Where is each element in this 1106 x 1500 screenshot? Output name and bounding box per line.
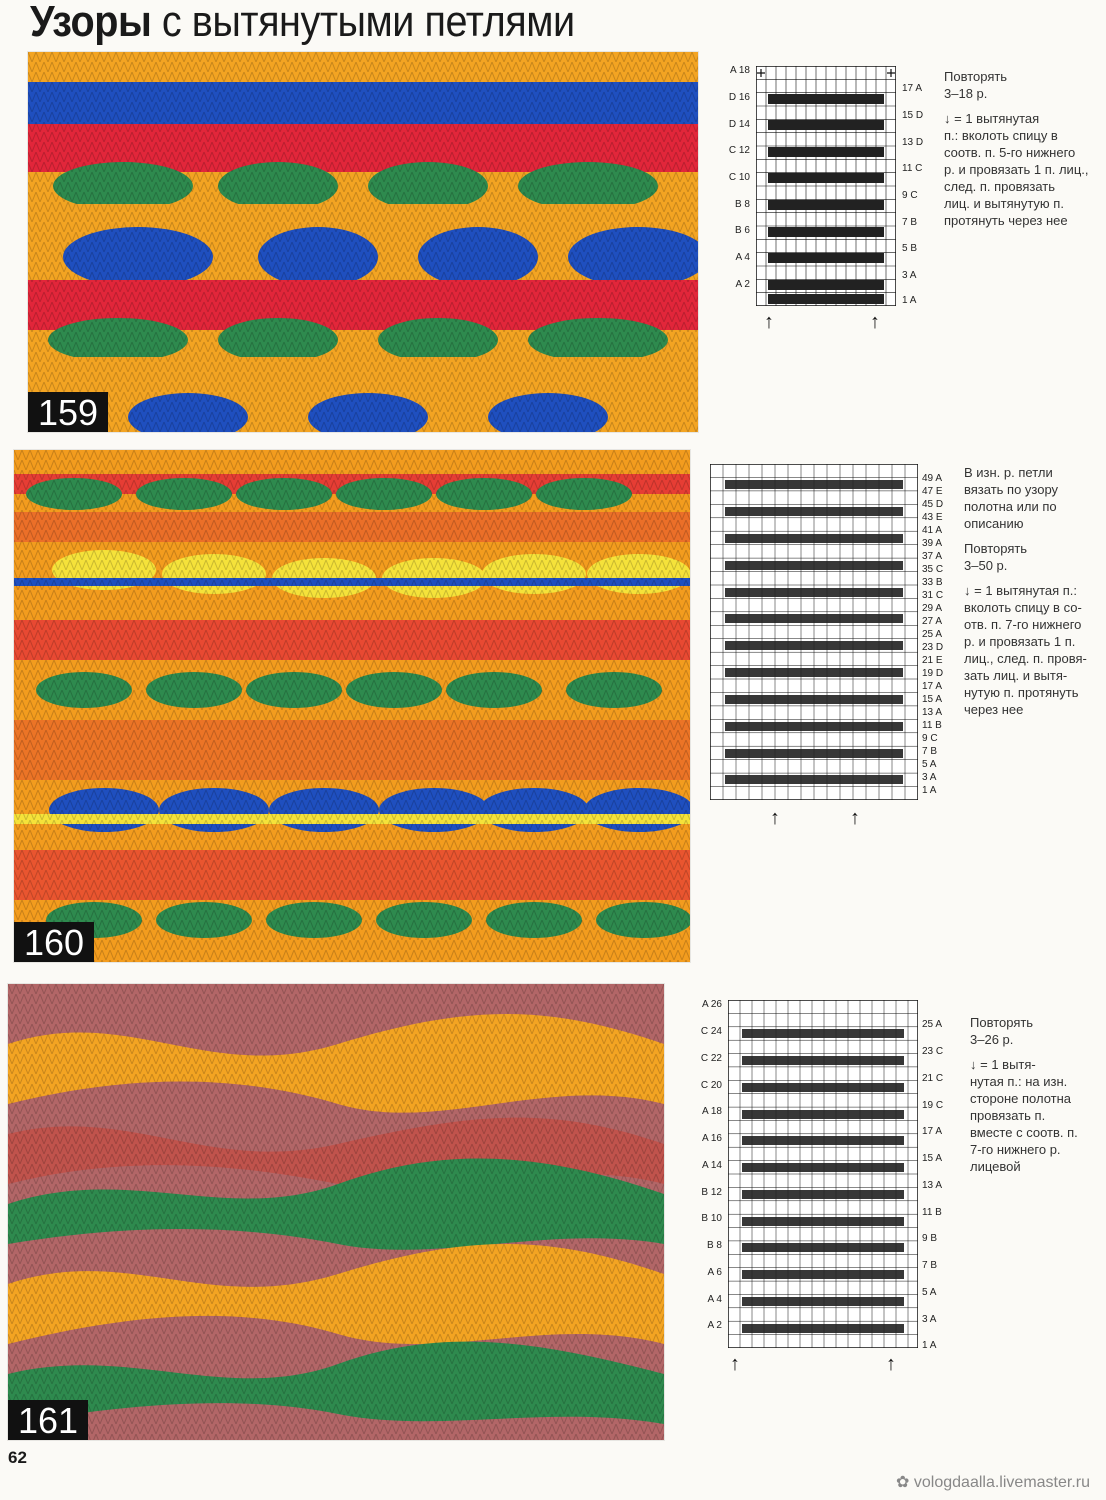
row-label: 13 D xyxy=(902,137,924,148)
arrow-up-icon: ↑ xyxy=(730,1353,740,1375)
row-label: 19 D xyxy=(922,668,944,679)
row-label: B 6 xyxy=(734,225,750,236)
row-label: C 24 xyxy=(700,1026,722,1037)
row-label: 3 A xyxy=(902,270,917,281)
arrow-up-icon: ↑ xyxy=(770,807,780,829)
row-label: B 8 xyxy=(706,1240,722,1251)
row-label: 3 A xyxy=(922,1314,937,1325)
row-label: 7 B xyxy=(922,746,938,757)
row-label: 43 E xyxy=(922,512,943,523)
row-label: 1 A xyxy=(902,295,917,306)
row-label: 35 C xyxy=(922,564,944,575)
pattern-number-badge: 160 xyxy=(14,922,94,962)
row-label: 21 E xyxy=(922,655,943,666)
watermark: ✿ vologdaalla.livemaster.ru xyxy=(896,1474,1090,1491)
row-label: A 14 xyxy=(701,1160,722,1171)
row-label: 19 C xyxy=(922,1100,944,1111)
row-label: 5 A xyxy=(922,1287,937,1298)
row-label: D 16 xyxy=(728,92,750,103)
row-label: A 18 xyxy=(701,1106,722,1117)
row-label: 41 A xyxy=(922,525,943,536)
row-label: 7 B xyxy=(902,217,918,228)
row-label: A 4 xyxy=(735,252,750,263)
row-label: 11 B xyxy=(922,720,942,731)
row-label: 5 A xyxy=(922,759,937,770)
row-label: 37 A xyxy=(922,551,943,562)
row-label: 39 A xyxy=(922,538,943,549)
repeat-note: Повторять 3–26 р. xyxy=(970,1015,1034,1047)
chart-161 xyxy=(700,999,944,1375)
row-label: 23 D xyxy=(922,642,944,653)
row-label: 21 C xyxy=(922,1073,944,1084)
arrow-up-icon: ↑ xyxy=(764,311,774,333)
row-label: 17 A xyxy=(922,1126,943,1137)
row-label: 31 C xyxy=(922,590,944,601)
row-label: 9 C xyxy=(902,190,918,201)
symbol-note: ↓ = 1 вытянутая п.: вколоть спицу в со- отв. п. 7-го нижнего р. и провязать 1 п. лиц., след. п. провя- зать лиц. и вытя- нутую п. протянуть через нее xyxy=(964,583,1087,717)
row-label: 5 B xyxy=(902,243,918,254)
row-label: B 10 xyxy=(701,1213,722,1224)
row-label: A 2 xyxy=(707,1320,722,1331)
row-label: 29 A xyxy=(922,603,943,614)
page-title: Узоры с вытянутыми петлями xyxy=(30,0,575,46)
knit-photo-161 xyxy=(8,984,664,1440)
row-label: 49 A xyxy=(922,473,943,484)
row-label: A 26 xyxy=(701,999,722,1010)
row-label: 23 C xyxy=(922,1046,944,1057)
repeat-note: Повторять 3–18 р. xyxy=(944,69,1008,101)
row-label: 45 D xyxy=(922,499,944,510)
row-label: C 10 xyxy=(728,172,750,183)
row-label: B 12 xyxy=(701,1187,722,1198)
arrow-up-icon: ↑ xyxy=(850,807,860,829)
page-number: 62 xyxy=(8,1448,27,1467)
symbol-note: ↓ = 1 вытя- нутая п.: на изн. стороне полотна провязать п. вместе с соотв. п. 7-го нижнего р. лицевой xyxy=(970,1057,1078,1174)
knit-photo-160 xyxy=(14,450,690,962)
pattern-number-badge: 159 xyxy=(28,392,108,432)
row-label: D 14 xyxy=(728,119,750,130)
chart-160 xyxy=(710,464,944,829)
row-label: 1 A xyxy=(922,785,937,796)
row-label: A 6 xyxy=(707,1267,722,1278)
row-label: C 22 xyxy=(700,1053,722,1064)
arrow-up-icon: ↑ xyxy=(886,1353,896,1375)
row-label: A 16 xyxy=(701,1133,722,1144)
row-label: 33 B xyxy=(922,577,943,588)
row-label: 25 A xyxy=(922,629,943,640)
chart-159 xyxy=(728,65,924,333)
row-label: C 20 xyxy=(700,1080,722,1091)
intro-note: В изн. р. петли вязать по узору полотна или по описанию xyxy=(964,465,1059,531)
row-label: C 12 xyxy=(728,145,750,156)
row-label: 17 A xyxy=(922,681,943,692)
legend-160 xyxy=(964,464,1104,726)
row-label: 3 A xyxy=(922,772,937,783)
legend-159 xyxy=(944,68,1104,237)
knit-photo-159 xyxy=(28,52,698,432)
pattern-number-badge: 161 xyxy=(8,1400,88,1440)
legend-161 xyxy=(970,1014,1104,1183)
symbol-note: ↓ = 1 вытянутая п.: вколоть спицу в соотв. п. 5-го нижнего р. и провязать 1 п. лиц., след. п. провязать лиц. и вытянутую п. протянуть через нее xyxy=(944,111,1089,228)
row-label: 17 A xyxy=(902,83,923,94)
row-label: A 4 xyxy=(707,1294,722,1305)
repeat-note: Повторять 3–50 р. xyxy=(964,541,1028,573)
row-label: A 2 xyxy=(735,279,750,290)
row-label: 9 C xyxy=(922,733,938,744)
row-label: 27 A xyxy=(922,616,943,627)
row-label: 25 A xyxy=(922,1019,943,1030)
row-label: A 18 xyxy=(729,65,750,76)
row-label: 15 A xyxy=(922,1153,943,1164)
row-label: 11 B xyxy=(922,1207,942,1218)
row-label: 15 D xyxy=(902,110,924,121)
row-label: 13 A xyxy=(922,1180,943,1191)
row-label: 15 A xyxy=(922,694,943,705)
row-label: 7 B xyxy=(922,1260,938,1271)
arrow-up-icon: ↑ xyxy=(870,311,880,333)
row-label: 47 E xyxy=(922,486,943,497)
row-label: B 8 xyxy=(734,199,750,210)
row-label: 11 C xyxy=(902,163,923,174)
row-label: 13 A xyxy=(922,707,943,718)
row-label: 9 B xyxy=(922,1233,938,1244)
row-label: 1 A xyxy=(922,1340,937,1351)
